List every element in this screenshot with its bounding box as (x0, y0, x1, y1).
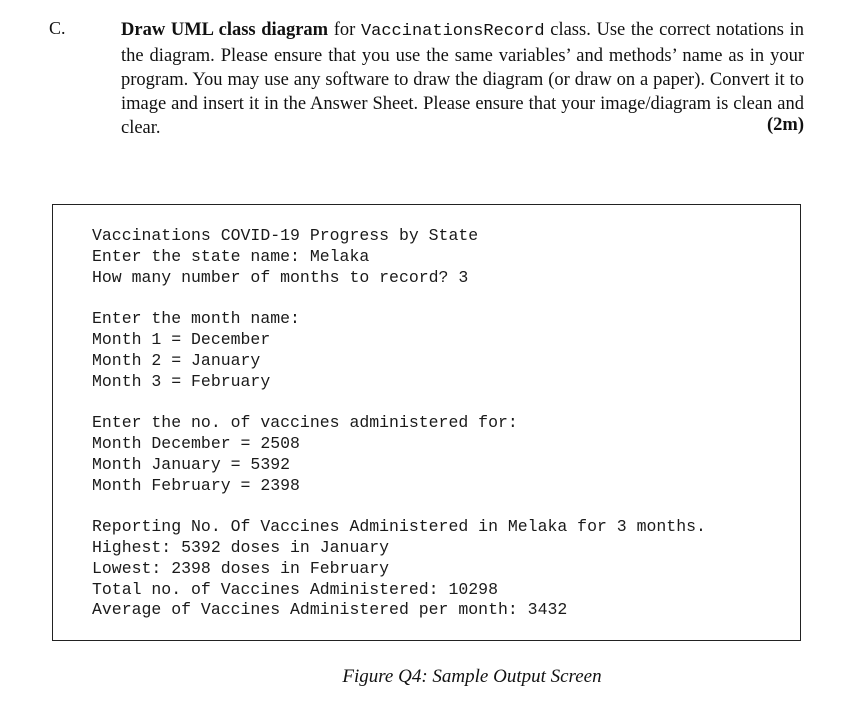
console-line: Month December = 2508 (92, 433, 300, 453)
figure-caption: Figure Q4: Sample Output Screen (342, 666, 602, 687)
console-line: Month 2 = January (92, 350, 261, 370)
console-line: Enter the no. of vaccines administered for: (92, 413, 518, 433)
console-line: Enter the state name: Melaka (92, 246, 370, 266)
console-blank-line (92, 288, 706, 309)
console-line: Month 1 = December (92, 329, 271, 349)
console-output-lines (92, 226, 706, 621)
console-line: Reporting No. Of Vaccines Administered in Melaka for 3 months. (92, 517, 706, 537)
question-bold-lead: Draw UML class diagram (121, 20, 329, 40)
console-line: Month 3 = February (92, 371, 271, 391)
console-line: Total no. of Vaccines Administered: 10298 (92, 579, 498, 599)
console-line: Month February = 2398 (92, 475, 300, 495)
question-marks: (2m) (767, 115, 804, 135)
question-class-name: VaccinationsRecord (360, 22, 545, 41)
console-line: Lowest: 2398 doses in February (92, 558, 390, 578)
question-text (121, 18, 804, 140)
question-text-after-code: class. Use the correct notations in the diagram. Please ensure that you use the same variables’ and methods’ name as in your program. You may use any software to draw the diagram (or draw on a paper). Convert it to image and insert it in the Answer Sheet. Please ensure that your image/diagram is clean and clear. (121, 20, 805, 138)
console-blank-line (92, 496, 706, 517)
console-blank-line (92, 392, 706, 413)
console-line: How many number of months to record? 3 (92, 267, 469, 287)
console-line: Month January = 5392 (92, 454, 291, 474)
question-label: C. (49, 18, 66, 38)
sample-output-console (52, 204, 801, 641)
console-line: Average of Vaccines Administered per month: 3432 (92, 600, 568, 620)
question-text-before-code: for (328, 20, 361, 40)
console-line: Vaccinations COVID-19 Progress by State (92, 226, 479, 245)
console-line: Enter the month name: (92, 309, 300, 329)
console-line: Highest: 5392 doses in January (92, 537, 390, 557)
